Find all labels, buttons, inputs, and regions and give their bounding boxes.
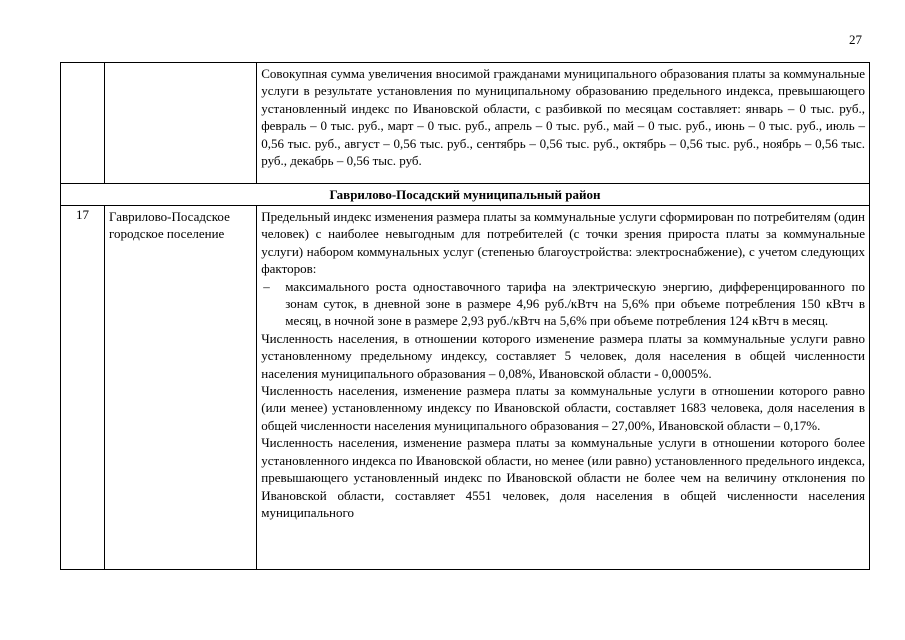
row-number-cell: 17 — [61, 206, 105, 570]
municipality-name-cell — [105, 63, 257, 184]
bullet-text: максимального роста одноставочного тарифа на электрическую энергию, дифференцированного по зонам суток, в дневной зоне в размере 4,96 руб./кВтч на 5,6% при объеме потребления 150 кВтч в месяц, в ночной зоне в размере 2,93 руб./кВтч на 5,6% при объеме потребления 124 кВтч в месяц. — [285, 278, 865, 329]
section-title: Гаврилово-Посадский муниципальный район — [61, 184, 870, 206]
population-below-index-paragraph: Численность населения, изменение размера платы за коммунальные услуги в отношении которого равно (или менее) установленному индексу по Ивановской области, составляет 1683 человека, доля населения в общей численности населения муниципального образования – 27,00%, Ивановской области – 0,17%. — [261, 383, 865, 433]
municipality-name-cell: Гаврилово-Посадское городское поселение — [105, 206, 257, 570]
row-number-cell — [61, 63, 105, 184]
total-increase-paragraph: Совокупная сумма увеличения вносимой гражданами муниципального образования платы за коммунальные услуги в результате установления по муниципальному образованию предельного индекса, превышающего установленный индекс по Ивановской области, с разбивкой по месяцам составляет: январь – 0 тыс. руб., февраль – 0 тыс. руб., март – 0 тыс. руб., апрель – 0 тыс. руб., май – 0 тыс. руб., июнь – 0 тыс. руб., июль – 0,56 тыс. руб., август – 0,56 тыс. руб., сентябрь – 0,56 тыс. руб., октябрь – 0,56 тыс. руб., ноябрь – 0,56 тыс. руб., декабрь – 0,56 тыс. руб. — [261, 66, 865, 169]
population-between-indices-paragraph: Численность населения, изменение размера платы за коммунальные услуги в отношении которого более установленного индекса по Ивановской области, но менее (или равно) установленного предельного индекса, превышающего установленный индекс по Ивановской области не более чем на величину отклонения по Ивановской области, составляет 4551 человек, доля населения в общей численности населения муниципального — [261, 435, 865, 520]
section-row — [61, 184, 870, 206]
page-number: 27 — [849, 32, 862, 47]
index-formation-paragraph: Предельный индекс изменения размера платы за коммунальные услуги сформирован по потребителям (один человек) с наиболее невыгодным для потребителей (с точки зрения прироста платы за коммунальные услуги) набором коммунальных услуг (степенью благоустройства: электроснабжение), с учетом следующих факторов: — [261, 209, 865, 277]
table-row-17 — [61, 206, 870, 570]
population-equal-limit-paragraph: Численность населения, в отношении которого изменение размера платы за коммунальные услуги равно установленному предельному индексу, составляет 5 человек, доля населения в общей численности населения муниципального образования – 0,08%, Ивановской области - 0,0005%. — [261, 330, 865, 381]
dash-bullet-icon: – — [263, 278, 270, 294]
description-cell — [257, 63, 870, 184]
table-row-continued — [61, 63, 870, 184]
description-cell — [257, 206, 870, 570]
bullet-item — [261, 278, 865, 330]
document-table — [60, 62, 870, 570]
